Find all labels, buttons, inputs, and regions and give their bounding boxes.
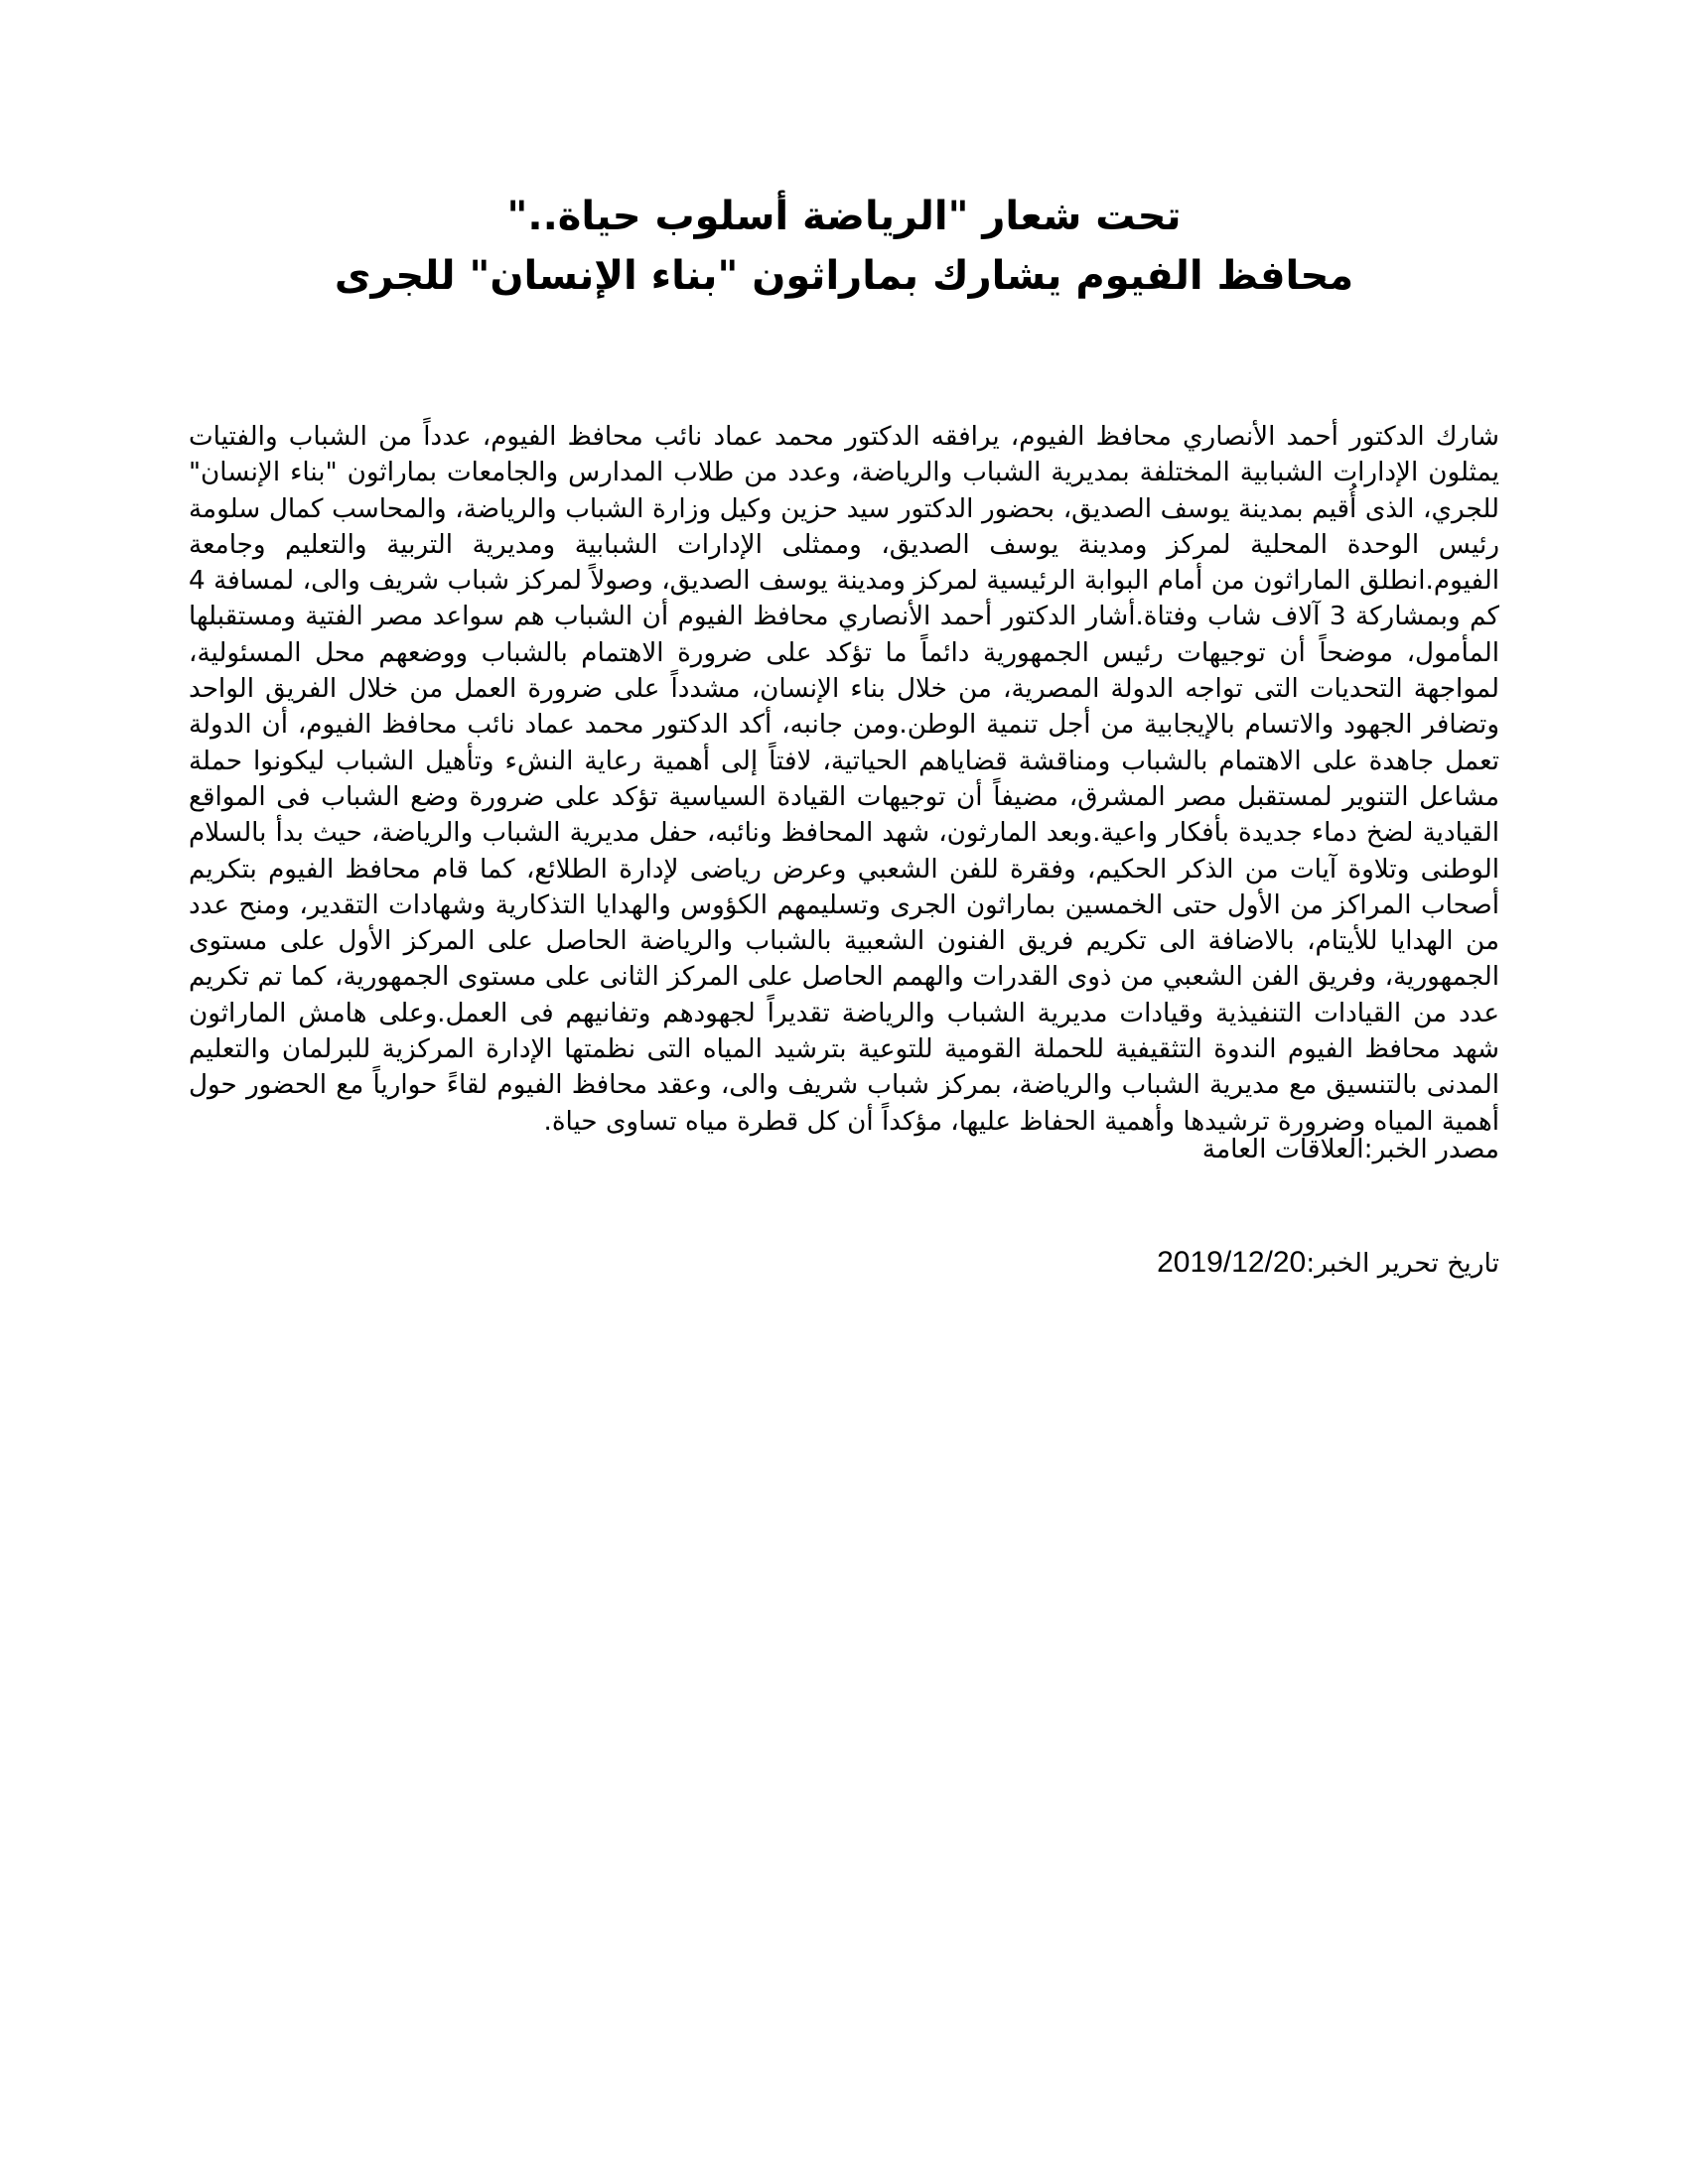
news-date-value: 2019/12/20 — [1157, 1246, 1307, 1279]
news-date-label: تاريخ تحرير الخبر: — [1306, 1248, 1499, 1279]
article-body: شارك الدكتور أحمد الأنصاري محافظ الفيوم، يرافقه الدكتور محمد عماد نائب محافظ الفيوم، عدداً من الشباب والفتيات يمثلون الإدارات الشبابية المختلفة بمديرية الشباب والرياضة، وعدد من طلاب المدارس والجامعات بماراثون "بناء الإنسان" للجري، الذى أُقيم بمدينة يوسف الصديق، بحضور الدكتور سيد حزين وكيل وزارة الشباب والرياضة، والمحاسب كمال سلومة رئيس الوحدة المحلية لمركز ومدينة يوسف الصديق، وممثلى الإدارات الشبابية ومديرية التربية والتعليم وجامعة الفيوم.انطلق الماراثون من أمام البوابة الرئيسية لمركز ومدينة يوسف الصديق، وصولاً لمركز شباب شريف والى، لمسافة 4 كم وبمشاركة 3 آلاف شاب وفتاة.أشار الدكتور أحمد الأنصاري محافظ الفيوم أن الشباب هم سواعد مصر الفتية ومستقبلها المأمول، موضحاً أن توجيهات رئيس الجمهورية دائماً ما تؤكد على ضرورة الاهتمام بالشباب ووضعهم محل المسئولية، لمواجهة التحديات التى تواجه الدولة المصرية، من خلال بناء الإنسان، مشدداً على ضرورة العمل من خلال الفريق الواحد وتضافر الجهود والاتسام بالإيجابية من أجل تنمية الوطن.ومن جانبه، أكد الدكتور محمد عماد نائب محافظ الفيوم، أن الدولة تعمل جاهدة على الاهتمام بالشباب ومناقشة قضاياهم الحياتية، لافتاً إلى أهمية رعاية النشء وتأهيل الشباب ليكونوا حملة مشاعل التنوير لمستقبل مصر المشرق، مضيفاً أن توجيهات القيادة السياسية تؤكد على ضرورة وضع الشباب فى المواقع القيادية لضخ دماء جديدة بأفكار واعية.وبعد المارثون، شهد المحافظ ونائبه، حفل مديرية الشباب والرياضة، حيث بدأ بالسلام الوطنى وتلاوة آيات من الذكر الحكيم، وفقرة للفن الشعبي وعرض رياضى لإدارة الطلائع، كما قام محافظ الفيوم بتكريم أصحاب المراكز من الأول حتى الخمسين بماراثون الجرى وتسليمهم الكؤوس والهدايا التذكارية وشهادات التقدير، ومنح عدد من الهدايا للأيتام، بالاضافة الى تكريم فريق الفنون الشعبية بالشباب والرياضة الحاصل على المركز الأول على مستوى الجمهورية، وفريق الفن الشعبي من ذوى القدرات والهمم الحاصل على المركز الثانى على مستوى الجمهورية، كما تم تكريم عدد من القيادات التنفيذية وقيادات مديرية الشباب والرياضة تقديراً لجهودهم وتفانيهم فى العمل.وعلى هامش الماراثون شهد محافظ الفيوم الندوة التثقيفية للحملة القومية للتوعية بترشيد المياه التى نظمتها الإدارة المركزية للبرلمان والتعليم المدنى بالتنسيق مع مديرية الشباب والرياضة، بمركز شباب شريف والى، وعقد محافظ الفيوم لقاءً حوارياً مع الحضور حول أهمية المياه وضرورة ترشيدها وأهمية الحفاظ عليها، مؤكداً أن كل قطرة مياه تساوى حياة. — [189, 422, 1499, 1137]
headline-line-1: تحت شعار "الرياضة أسلوب حياة.." — [506, 194, 1182, 239]
news-source-value: العلاقات العامة — [1201, 1134, 1364, 1164]
news-date — [1157, 1245, 1499, 1282]
news-source-label: مصدر الخبر: — [1363, 1134, 1499, 1164]
headline-line-2: محافظ الفيوم يشارك بماراثون "بناء الإنسان" للجرى — [334, 253, 1354, 299]
news-source — [1202, 1132, 1499, 1167]
headline — [189, 187, 1499, 306]
